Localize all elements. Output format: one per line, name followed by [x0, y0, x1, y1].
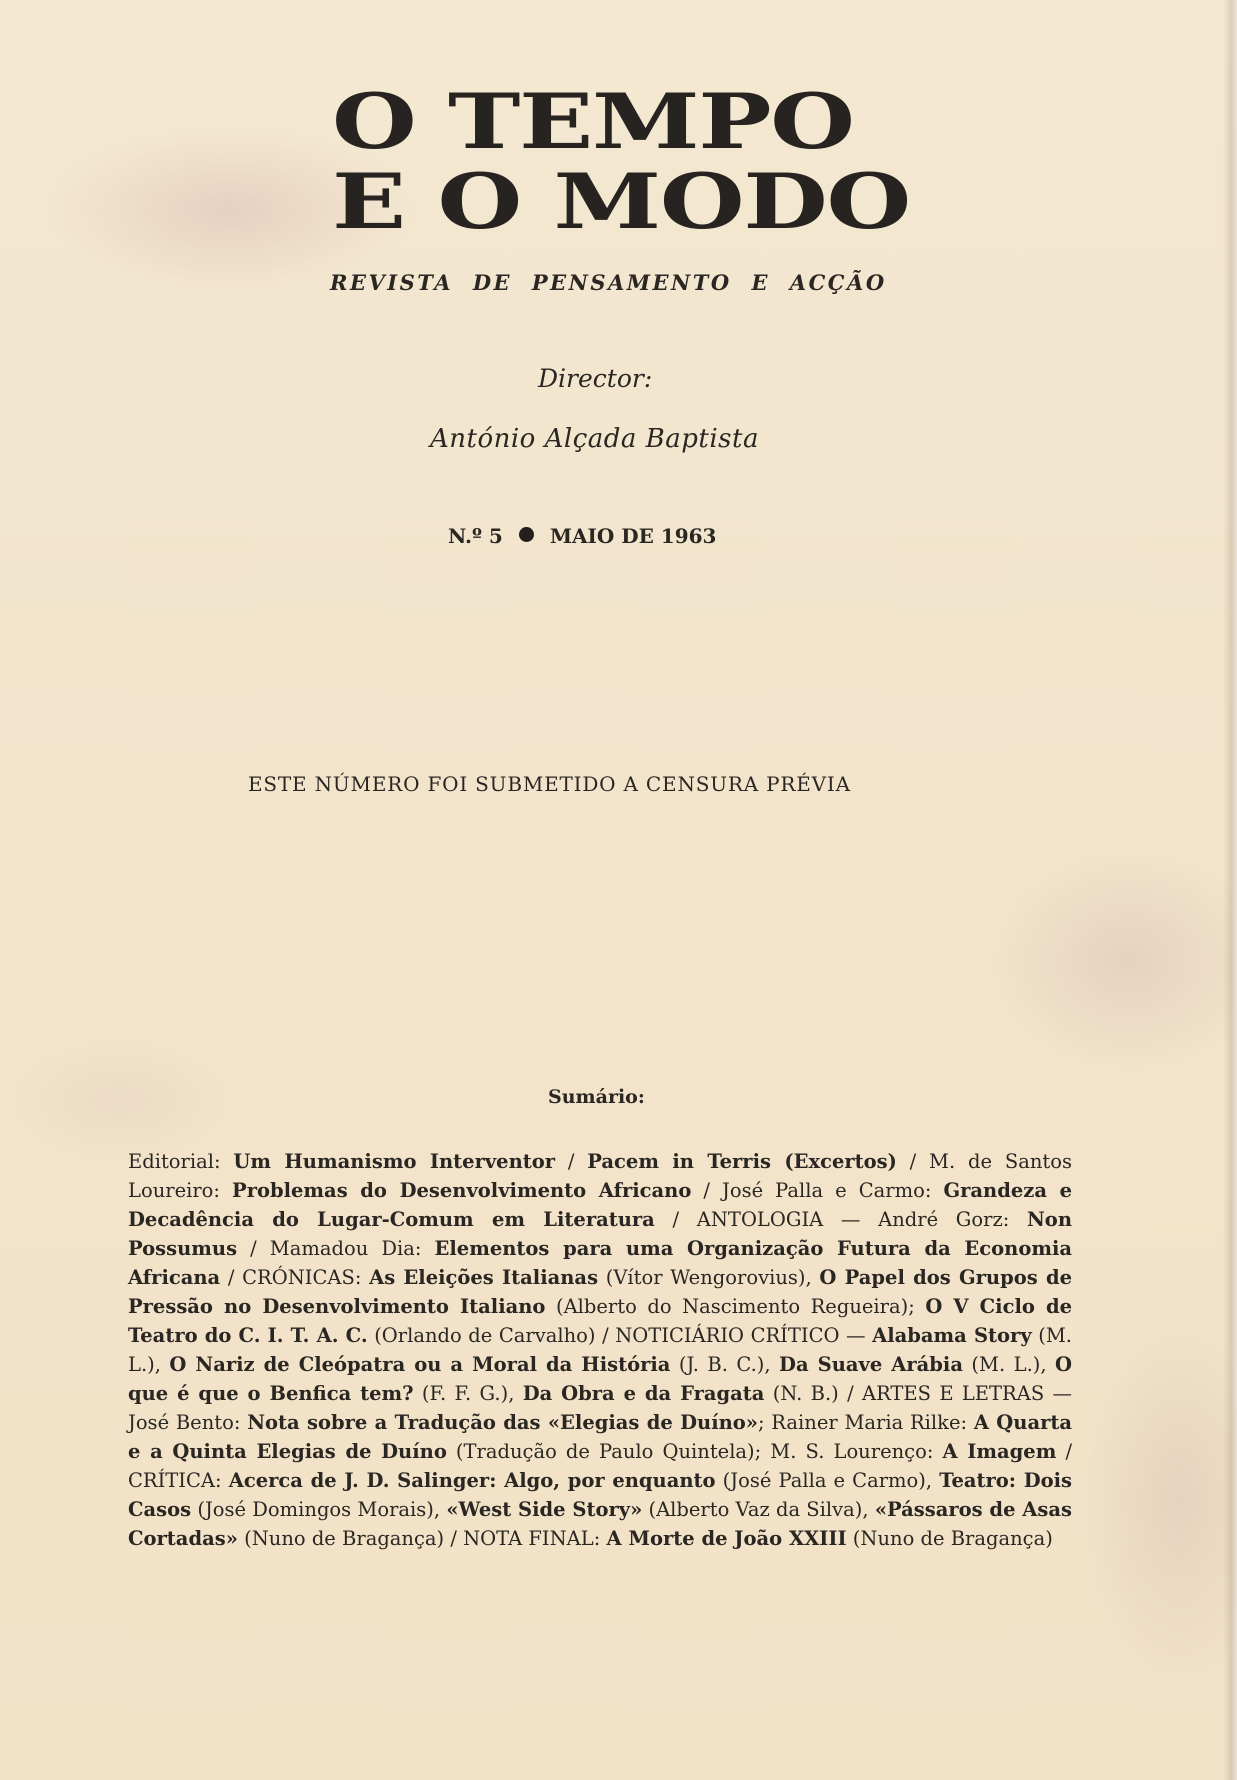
summary-article-title: Da Suave Arábia: [779, 1353, 963, 1376]
summary-article-title: A Imagem: [942, 1440, 1057, 1463]
summary-article-title: Problemas do Desenvolvimento Africano: [232, 1179, 692, 1202]
summary-article-title: «West Side Story»: [446, 1498, 643, 1521]
summary-article-title: A Morte de João XXIII: [606, 1527, 847, 1550]
summary-text: (M. L.),: [962, 1353, 1055, 1376]
summary-text: / CRÍTICA:: [128, 1440, 1073, 1492]
censorship-notice: ESTE NÚMERO FOI SUBMETIDO A CENSURA PRÉVIA: [248, 772, 851, 796]
summary-text: Editorial:: [128, 1150, 234, 1173]
summary-text: (Vítor Wengorovius),: [598, 1266, 820, 1289]
summary-article-title: Nota sobre a Tradução das «Elegias de Duíno»: [247, 1411, 758, 1434]
summary-text: (M. L.),: [128, 1324, 1072, 1376]
summary-text: / José Palla e Carmo:: [691, 1179, 944, 1202]
summary-article-title: O V Ciclo de Teatro do C. I. T. A. C.: [128, 1295, 1073, 1347]
summary-article-title: Non Possumus: [128, 1208, 1072, 1260]
page-edge: [1223, 0, 1237, 1780]
summary-article-title: Acerca de J. D. Salinger: Algo, por enquanto: [228, 1469, 716, 1492]
summary-text: / M. de Santos Loureiro:: [128, 1150, 1073, 1202]
summary-text: (F. F. G.),: [413, 1382, 523, 1405]
masthead-title-line-2: E O MODO: [332, 157, 910, 246]
summary-article-title: Um Humanismo Interventor: [233, 1150, 556, 1173]
summary-text: / Mamadou Dia:: [237, 1237, 435, 1260]
summary-text: (José Palla e Carmo),: [715, 1469, 940, 1492]
summary-text: / ANTOLOGIA — André Gorz:: [654, 1208, 1027, 1231]
summary-text: (Alberto do Nascimento Regueira);: [545, 1295, 926, 1318]
summary-text: ; Rainer Maria Rilke:: [757, 1411, 974, 1434]
summary-article-title: Alabama Story: [872, 1324, 1032, 1347]
summary-text: (José Domingos Morais),: [191, 1498, 447, 1521]
masthead-subtitle: REVISTA DE PENSAMENTO E ACÇÃO: [330, 270, 887, 295]
masthead-title-line-1: O TEMPO: [332, 77, 854, 166]
summary-article-title: Da Obra e da Fragata: [522, 1382, 765, 1405]
summary-text: (Nuno de Bragança): [846, 1527, 1053, 1550]
summary-article-title: Teatro: Dois Casos: [128, 1469, 1072, 1521]
summary-text: (Alberto Vaz da Silva),: [642, 1498, 875, 1521]
issue-date: MAIO DE 1963: [549, 524, 717, 548]
summary-article-title: O que é que o Benfica tem?: [128, 1353, 1072, 1405]
summary-text: (Tradução de Paulo Quintela); M. S. Lourenço:: [446, 1440, 943, 1463]
summary-text: (J. B. C.),: [670, 1353, 780, 1376]
director-name: António Alçada Baptista: [430, 424, 759, 454]
summary-body: [128, 1147, 1072, 1553]
summary-text: (Nuno de Bragança) / NOTA FINAL:: [237, 1527, 607, 1550]
bullet-icon: [519, 527, 534, 542]
summary-text: / CRÓNICAS:: [220, 1266, 370, 1289]
summary-article-title: «Pássaros de Asas Cortadas»: [128, 1498, 1073, 1550]
summary-article-title: Elementos para uma Organização Futura da Economia Africana: [128, 1237, 1073, 1289]
summary-heading: Sumário:: [548, 1086, 645, 1108]
summary-article-title: A Quarta e a Quinta Elegias de Duíno: [128, 1411, 1073, 1463]
summary-article-title: As Eleições Italianas: [369, 1266, 599, 1289]
summary-text: (Orlando de Carvalho) / NOTICIÁRIO CRÍTICO —: [367, 1324, 873, 1347]
issue-number: N.º 5: [448, 524, 503, 548]
summary-article-title: Grandeza e Decadência do Lugar-Comum em Literatura: [128, 1179, 1072, 1231]
director-label: Director:: [538, 364, 653, 393]
summary-text: (N. B.) / ARTES E LETRAS — José Bento:: [128, 1382, 1072, 1434]
summary-text: /: [555, 1150, 588, 1173]
summary-article-title: O Nariz de Cleópatra ou a Moral da História: [169, 1353, 671, 1376]
summary-article-title: O Papel dos Grupos de Pressão no Desenvolvimento Italiano: [128, 1266, 1073, 1318]
summary-article-title: Pacem in Terris (Excertos): [587, 1150, 897, 1173]
issue-line: [448, 524, 716, 548]
